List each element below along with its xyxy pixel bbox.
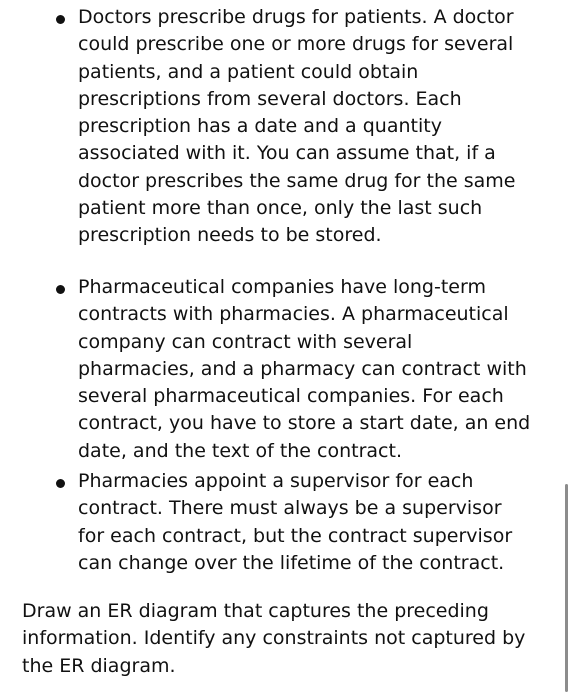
task-instruction: Draw an ER diagram that captures the preceding information. Identify any constraints not captured by the ER diagram. xyxy=(22,600,526,677)
bullet-text: Pharmacies appoint a supervisor for each contract. There must always be a supervisor for each contract, but the contract supervisor can change over the lifetime of the contract. xyxy=(78,470,513,574)
scrollbar[interactable] xyxy=(565,484,568,692)
bullet-text: Pharmaceutical companies have long-term contracts with pharmacies. A pharmaceutical company can contract with several pharmacies, and a pharmacy can contract with several pharmaceutical companies. For each contract, you have to store a start date, an end date, and the text of the contract. xyxy=(78,276,531,462)
bullet-icon xyxy=(56,479,65,488)
bullet-text: Doctors prescribe drugs for patients. A doctor could prescribe one or more drugs for several patients, and a patient could obtain prescriptions from several doctors. Each prescription has a date and a quantity associated with it. You can assume that, if a doctor prescribes the same drug for the same patient more than once, only the last such prescription needs to be stored. xyxy=(78,6,516,247)
bullet-icon xyxy=(56,15,65,24)
bullet-icon xyxy=(56,285,65,294)
